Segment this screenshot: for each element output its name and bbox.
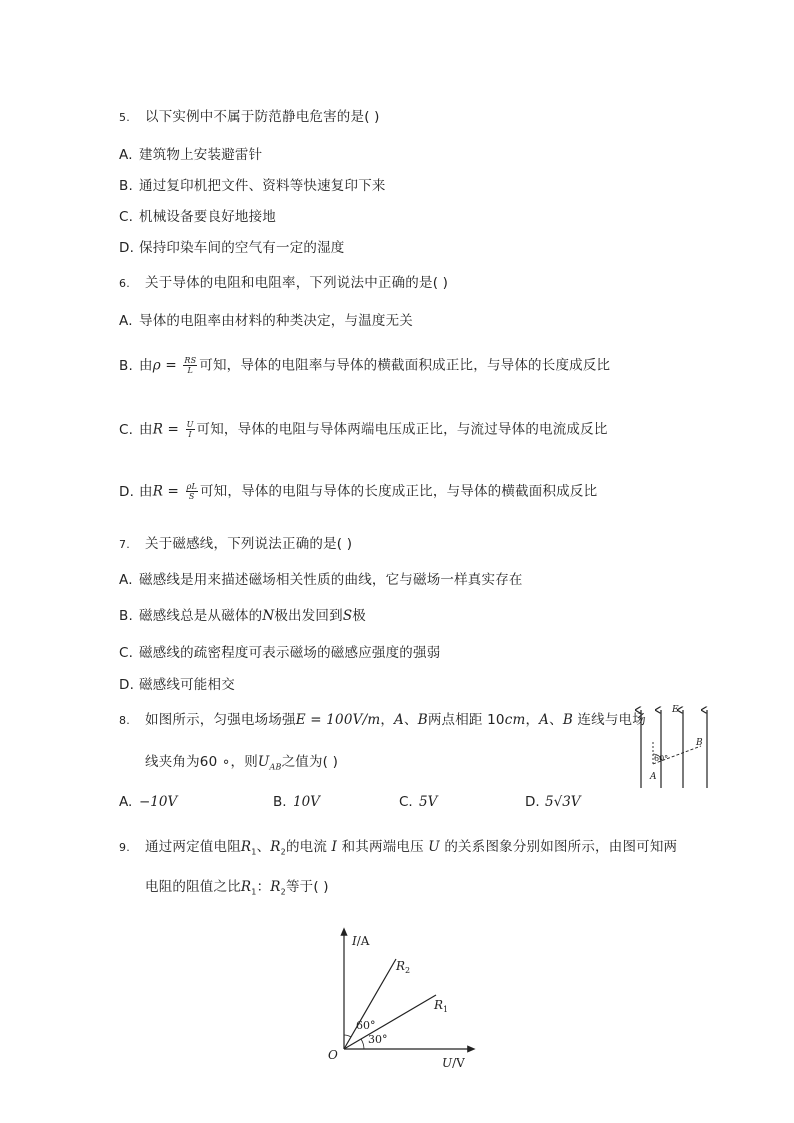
option-label: D. (119, 677, 135, 693)
option-text: −10V (139, 794, 178, 810)
stem-text: 的关系图象分别如图所示，由图可知两 (439, 839, 678, 855)
option-label: C. (119, 209, 134, 225)
stem-text: 通过两定值电阻 (145, 839, 241, 855)
q7-option-c (119, 644, 440, 662)
q5-option-c (119, 208, 276, 226)
option-text: 磁感线可能相交 (139, 677, 235, 693)
fraction-denominator: I (188, 430, 192, 439)
stem-text: 等于( ) (285, 879, 329, 895)
formula-fraction (186, 420, 195, 439)
voltage-symbol: U (428, 839, 440, 855)
q5-number: 5. (119, 111, 130, 124)
resistor-r1: R (240, 879, 252, 895)
angle-60-arc (344, 1035, 351, 1037)
label-a: A (650, 772, 657, 782)
point-b: B (562, 712, 573, 728)
q8-field-figure (635, 700, 715, 792)
option-label: B. (119, 608, 133, 624)
option-text: 建筑物上安装避雷针 (139, 147, 263, 163)
option-text: 可知，导体的电阻与导体两端电压成正比，与流过导体的电流成反比 (196, 421, 608, 438)
q6-option-b (119, 356, 610, 375)
option-text: 10V (293, 794, 320, 810)
option-text: 5√3V (545, 794, 581, 810)
option-text: 可知，导体的电阻与导体的长度成正比，与导体的横截面积成反比 (199, 483, 598, 500)
option-label: D. (119, 483, 135, 500)
stem-text: 连线与电场 (572, 712, 646, 728)
q8-number: 8. (119, 714, 130, 727)
q5-option-d (119, 239, 345, 257)
resistor-r2: R (270, 879, 281, 895)
label-angle: 60° (654, 754, 669, 763)
option-text: 保持印染车间的空气有一定的湿度 (139, 240, 345, 256)
q7-option-d (119, 676, 235, 694)
fraction-denominator: L (187, 366, 194, 375)
voltage-subscript: AB (269, 762, 282, 772)
resistor-r2: R (270, 839, 281, 855)
option-label: A. (119, 794, 133, 810)
label-e: E (672, 705, 679, 715)
point-a: A (539, 712, 550, 728)
q7-number: 7. (119, 538, 130, 551)
label-b: B (696, 738, 703, 748)
x-axis-unit: /V (452, 1056, 465, 1070)
option-label: B. (119, 357, 133, 374)
option-label: C. (119, 421, 134, 438)
option-label: B. (119, 178, 133, 194)
stem-text: ， (380, 712, 395, 728)
formula-lhs: R = (152, 483, 184, 500)
stem-text: 线夹角为60 ∘，则 (145, 754, 258, 770)
stem-text: 两点相距 10 (427, 712, 505, 728)
formula-lhs: R = (152, 421, 184, 438)
q9-stem-line2 (145, 878, 329, 902)
q8-option-d (525, 794, 581, 810)
stem-text: 和其两端电压 (337, 839, 429, 855)
angle-30-arc (361, 1039, 364, 1049)
x-axis-label: U/V (442, 1056, 465, 1070)
q7-stem-text: 关于磁感线，下列说法正确的是( ) (145, 536, 353, 552)
option-text: 极 (352, 608, 366, 624)
q8-stem-line2 (145, 753, 338, 777)
y-axis-label: I/A (352, 934, 370, 948)
option-text: 磁感线总是从磁体的 (139, 608, 263, 624)
option-label: D. (119, 240, 135, 256)
option-text: 导体的电阻率由材料的种类决定，与温度无关 (139, 313, 413, 329)
resistor-r1: R (240, 839, 252, 855)
point-a: A (394, 712, 404, 728)
option-label: D. (525, 794, 540, 810)
subscript: 2 (280, 847, 286, 857)
ratio-colon: ： (256, 879, 271, 895)
option-text: 磁感线是用来描述磁场相关性质的曲线，它与磁场一样真实存在 (139, 572, 523, 588)
q7-option-b (119, 607, 366, 625)
angle-30-label: 30° (368, 1033, 388, 1046)
fraction-numerator: U (186, 420, 194, 429)
q9-stem-line1 (119, 838, 677, 862)
unit-cm: cm (504, 712, 526, 728)
fraction-denominator: S (188, 492, 195, 501)
fraction-numerator: RS (184, 356, 197, 365)
q5-option-b (119, 177, 386, 195)
option-text: 5V (419, 794, 438, 810)
angle-60-label: 60° (356, 1019, 376, 1032)
pole-n: N (262, 608, 275, 624)
stem-text: 、 (549, 712, 563, 728)
q6-stem-text: 关于导体的电阻和电阻率，下列说法中正确的是( ) (145, 275, 449, 291)
stem-text: ， (525, 712, 540, 728)
option-text: 可知，导体的电阻率与导体的横截面积成正比，与导体的长度成反比 (199, 357, 611, 374)
formula-fraction (183, 356, 197, 375)
stem-text: 、 (256, 839, 271, 855)
subscript: 2 (280, 887, 286, 897)
option-text: 极出发回到 (274, 608, 343, 624)
option-text: 机械设备要良好地接地 (139, 209, 276, 225)
y-axis-unit: /A (356, 934, 370, 948)
option-label: A. (119, 147, 133, 163)
stem-text: 如图所示，匀强电场场强 (145, 712, 296, 728)
pole-s: S (342, 608, 353, 624)
stem-text: 之值为( ) (281, 754, 339, 770)
q5-stem (119, 108, 380, 127)
option-label: B. (273, 794, 287, 810)
voltage-symbol: U (257, 754, 270, 770)
option-prefix: 由 (139, 421, 153, 438)
r2-label: $R_2$ (396, 959, 411, 975)
formula-fraction (186, 482, 198, 501)
q8-option-b (273, 794, 320, 810)
stem-text: 的电流 (285, 839, 332, 855)
option-label: C. (119, 645, 134, 661)
option-label: C. (399, 794, 413, 810)
q6-number: 6. (119, 277, 130, 290)
q6-option-a (119, 312, 413, 330)
q7-option-a (119, 571, 523, 589)
point-b: B (417, 712, 428, 728)
field-strength: E = 100V/m (295, 712, 381, 728)
q9-iu-graph (320, 925, 480, 1075)
q8-option-c (399, 794, 437, 810)
option-label: A. (119, 572, 133, 588)
subscript: 1 (251, 887, 257, 897)
subscript: 1 (251, 847, 257, 857)
fraction-numerator: ρL (186, 482, 197, 491)
q8-stem-line1 (119, 711, 646, 730)
q6-option-c (119, 420, 608, 439)
q7-stem (119, 535, 352, 554)
q9-number: 9. (119, 841, 130, 854)
q5-stem-text: 以下实例中不属于防范静电危害的是( ) (145, 109, 380, 125)
option-text: 通过复印机把文件、资料等快速复印下来 (139, 178, 386, 194)
option-prefix: 由 (139, 357, 153, 374)
option-prefix: 由 (139, 483, 153, 500)
option-text: 磁感线的疏密程度可表示磁场的磁感应强度的强弱 (139, 645, 441, 661)
origin-label: O (328, 1048, 338, 1062)
current-symbol: I (331, 839, 338, 855)
formula-lhs: ρ = (152, 357, 182, 374)
q6-option-d (119, 482, 597, 501)
r1-label: $R_1$ (434, 998, 449, 1014)
option-label: A. (119, 313, 133, 329)
q6-stem (119, 274, 448, 293)
stem-text: 、 (403, 712, 418, 728)
stem-text: 电阻的阻值之比 (145, 879, 241, 895)
q5-option-a (119, 146, 262, 164)
q8-option-a (119, 794, 177, 810)
